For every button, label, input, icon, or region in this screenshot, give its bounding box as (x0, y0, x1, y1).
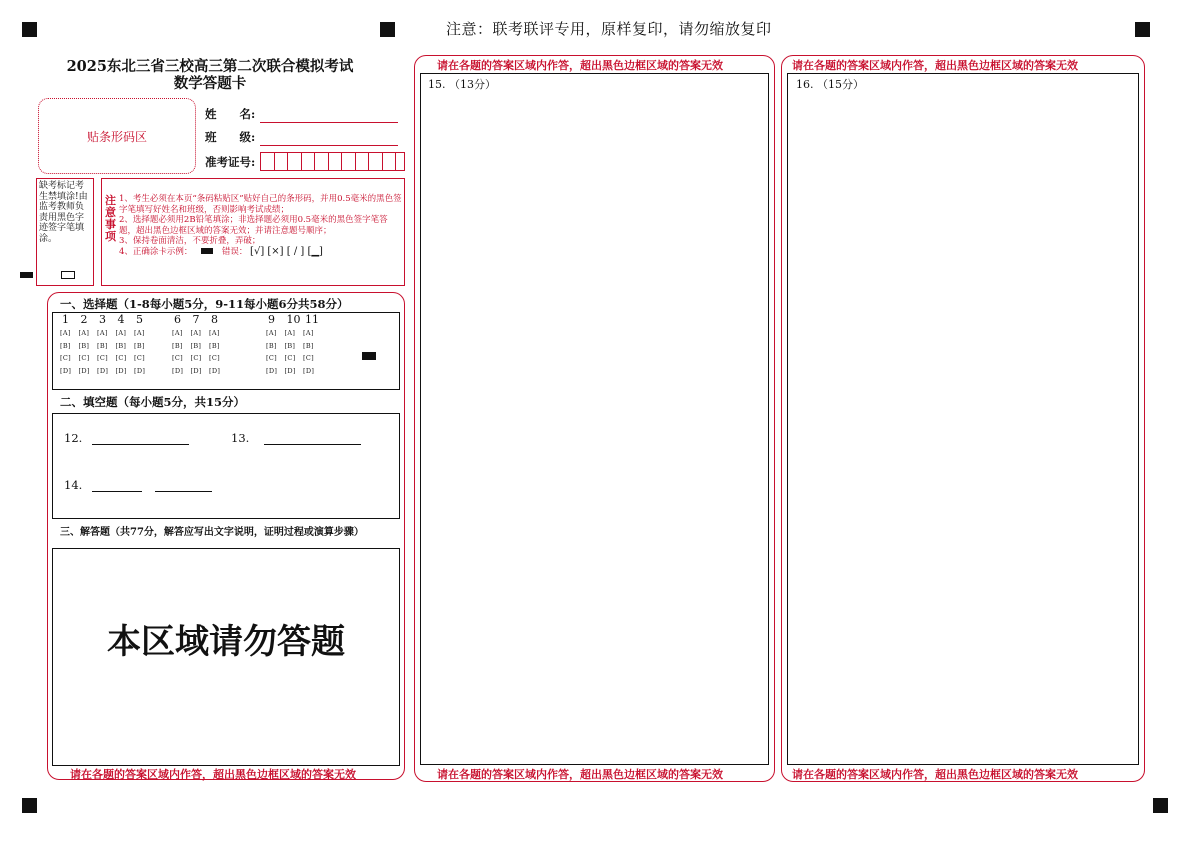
exam-title-line1: 2025东北三省三校高三第二次联合模拟考试 (66, 58, 354, 75)
notice-item-4: 4、正确涂卡示例： 错误： [√] [×] [ / ] [▁] (119, 245, 323, 257)
q14-answer-line-1[interactable] (92, 491, 142, 492)
choice-bubble-10-D[interactable]: [D] (284, 366, 296, 375)
exam-title (40, 58, 380, 92)
choice-number-10: 10 (286, 313, 301, 326)
choice-bubble-4-B[interactable]: [B] (115, 341, 127, 350)
choice-bubble-4-C[interactable]: [C] (115, 354, 127, 362)
notice-items (119, 194, 403, 257)
name-field[interactable] (260, 122, 398, 123)
registration-mark-top-left (22, 22, 37, 37)
q12-label: 12. (64, 431, 83, 445)
absent-instruction: 缺考标记考生禁填涂!由监考教师负责用黑色字迹签字笔填涂。 (39, 181, 88, 244)
choice-number-2: 2 (80, 313, 88, 326)
exam-title-line2: 数学答题卡 (173, 75, 247, 92)
choice-bubble-5-D[interactable]: [D] (134, 366, 146, 375)
choice-bubble-2-C[interactable]: [C] (78, 354, 90, 362)
no-answer-text: 本区域请勿答题 (107, 621, 345, 662)
choice-bubble-9-A[interactable]: [A] (266, 329, 277, 337)
q15-warning-top: 请在各题的答案区域内作答，超出黑色边框区域的答案无效 (437, 59, 723, 72)
choice-bubble-2-A[interactable]: [A] (78, 329, 90, 337)
wrong-label: 错误： (221, 246, 248, 257)
choice-number-3: 3 (99, 313, 106, 326)
registration-mark-bottom-left (22, 798, 37, 813)
choice-bubble-4-A[interactable]: [A] (115, 329, 127, 337)
choice-bubble-8-B[interactable]: [B] (209, 341, 220, 350)
q13-label: 13. (231, 431, 250, 445)
q16-warning-bottom: 请在各题的答案区域内作答，超出黑色边框区域的答案无效 (792, 768, 1078, 781)
choice-grid (52, 312, 400, 390)
q12-answer-line[interactable] (92, 444, 189, 445)
choice-number-6: 6 (174, 313, 181, 326)
choice-bubble-1-C[interactable]: [C] (60, 354, 71, 362)
notice-box (101, 178, 405, 286)
choice-number-11: 11 (305, 313, 319, 326)
fill-blank-box (52, 413, 400, 519)
choice-number-1: 1 (62, 313, 69, 326)
choice-bubble-11-D[interactable]: [D] (303, 366, 315, 375)
choice-bubble-7-B[interactable]: [B] (190, 341, 202, 350)
choice-bubble-7-D[interactable]: [D] (190, 366, 202, 375)
choice-timing-mark (362, 352, 376, 360)
timing-mark-left (20, 272, 33, 278)
choice-bubble-7-A[interactable]: [A] (190, 329, 202, 337)
choice-bubble-1-B[interactable]: [B] (60, 341, 71, 350)
absent-mark-box (36, 178, 94, 286)
choice-bubble-9-D[interactable]: [D] (266, 366, 278, 375)
choice-bubble-1-D[interactable]: [D] (60, 366, 72, 375)
q14-label: 14. (64, 478, 83, 492)
exam-id-label: 准考证号: (205, 155, 256, 169)
notice-item-2: 2、选择题必须用2B铅笔填涂；非选择题必须用0.5毫米的黑色签字笔答题，超出黑色边框区域的答案无效；并请注意题号顺序； (119, 215, 388, 236)
choice-bubble-11-A[interactable]: [A] (303, 329, 314, 337)
choice-number-4: 4 (117, 313, 125, 326)
notice-item-3: 3、保持卷面清洁，不要折叠，弄破； (119, 236, 261, 246)
choice-bubble-3-D[interactable]: [D] (97, 366, 109, 375)
choice-bubble-5-B[interactable]: [B] (134, 341, 145, 350)
barcode-label: 贴条形码区 (86, 129, 147, 144)
q16-answer-box[interactable] (787, 73, 1139, 765)
no-answer-box (52, 548, 400, 766)
registration-mark-bottom-right (1153, 798, 1168, 813)
barcode-area (38, 98, 196, 174)
choice-bubble-10-B[interactable]: [B] (284, 341, 296, 350)
choice-number-9: 9 (268, 313, 275, 326)
choice-bubble-3-C[interactable]: [C] (97, 354, 108, 362)
choice-bubble-1-A[interactable]: [A] (60, 329, 71, 337)
class-field[interactable] (260, 145, 398, 146)
choice-bubble-9-B[interactable]: [B] (266, 341, 277, 350)
absent-mark-bubble[interactable] (61, 271, 75, 279)
registration-mark-top-right (1135, 22, 1150, 37)
choice-number-8: 8 (211, 313, 218, 326)
section2-title: 二、填空题（每小题5分，共15分） (60, 395, 246, 409)
class-label: 班 级: (205, 130, 256, 144)
q16-label: 16. （15分） (796, 78, 864, 91)
q16-warning-top: 请在各题的答案区域内作答，超出黑色边框区域的答案无效 (792, 59, 1078, 72)
choice-bubble-6-C[interactable]: [C] (172, 354, 183, 362)
notice-title: 注 意 事 项 (105, 194, 116, 243)
correct-fill-example (201, 248, 213, 254)
choice-bubble-2-B[interactable]: [B] (78, 341, 90, 350)
choice-bubble-5-C[interactable]: [C] (134, 354, 145, 362)
registration-mark-top-middle (380, 22, 395, 37)
choice-bubble-6-D[interactable]: [D] (172, 366, 184, 375)
choice-bubble-4-D[interactable]: [D] (115, 366, 127, 375)
choice-bubble-9-C[interactable]: [C] (266, 354, 277, 362)
choice-bubble-3-A[interactable]: [A] (97, 329, 108, 337)
choice-bubble-3-B[interactable]: [B] (97, 341, 108, 350)
header-notice: 注意：联考联评专用，原样复印，请勿缩放复印 (446, 20, 772, 38)
q15-label: 15. （13分） (428, 78, 496, 91)
choice-bubble-10-A[interactable]: [A] (284, 329, 296, 337)
choice-bubble-6-A[interactable]: [A] (172, 329, 183, 337)
choice-bubble-5-A[interactable]: [A] (134, 329, 145, 337)
choice-bubble-11-B[interactable]: [B] (303, 341, 314, 350)
left-warning-bottom: 请在各题的答案区域内作答，超出黑色边框区域的答案无效 (70, 768, 356, 781)
q14-answer-line-2[interactable] (155, 491, 212, 492)
choice-number-5: 5 (136, 313, 143, 326)
choice-bubble-8-C[interactable]: [C] (209, 354, 220, 362)
choice-bubble-2-D[interactable]: [D] (78, 366, 90, 375)
choice-bubble-11-C[interactable]: [C] (303, 354, 314, 362)
choice-bubble-6-B[interactable]: [B] (172, 341, 183, 350)
choice-bubble-8-A[interactable]: [A] (209, 329, 220, 337)
wrong-examples: [√] [×] [ / ] [▁] (250, 245, 323, 257)
choice-number-7: 7 (192, 313, 200, 326)
choice-bubble-8-D[interactable]: [D] (209, 366, 221, 375)
section1-title: 一、选择题（1-8每小题5分，9-11每小题6分共58分） (60, 297, 349, 311)
section3-title: 三、解答题（共77分，解答应写出文字说明，证明过程或演算步骤） (60, 527, 364, 538)
exam-id-boxes[interactable] (260, 152, 405, 171)
q15-warning-bottom: 请在各题的答案区域内作答，超出黑色边框区域的答案无效 (437, 768, 723, 781)
choice-bubble-10-C[interactable]: [C] (284, 354, 296, 362)
notice-item-1: 1、考生必须在本页“条码粘贴区”贴好自己的条形码，并用0.5毫米的黑色签字笔填写好姓名和班级，否则影响考试成绩； (119, 194, 402, 215)
choice-bubble-7-C[interactable]: [C] (190, 354, 202, 362)
q13-answer-line[interactable] (264, 444, 361, 445)
name-label: 姓 名: (205, 107, 256, 121)
q15-answer-box[interactable] (420, 73, 769, 765)
